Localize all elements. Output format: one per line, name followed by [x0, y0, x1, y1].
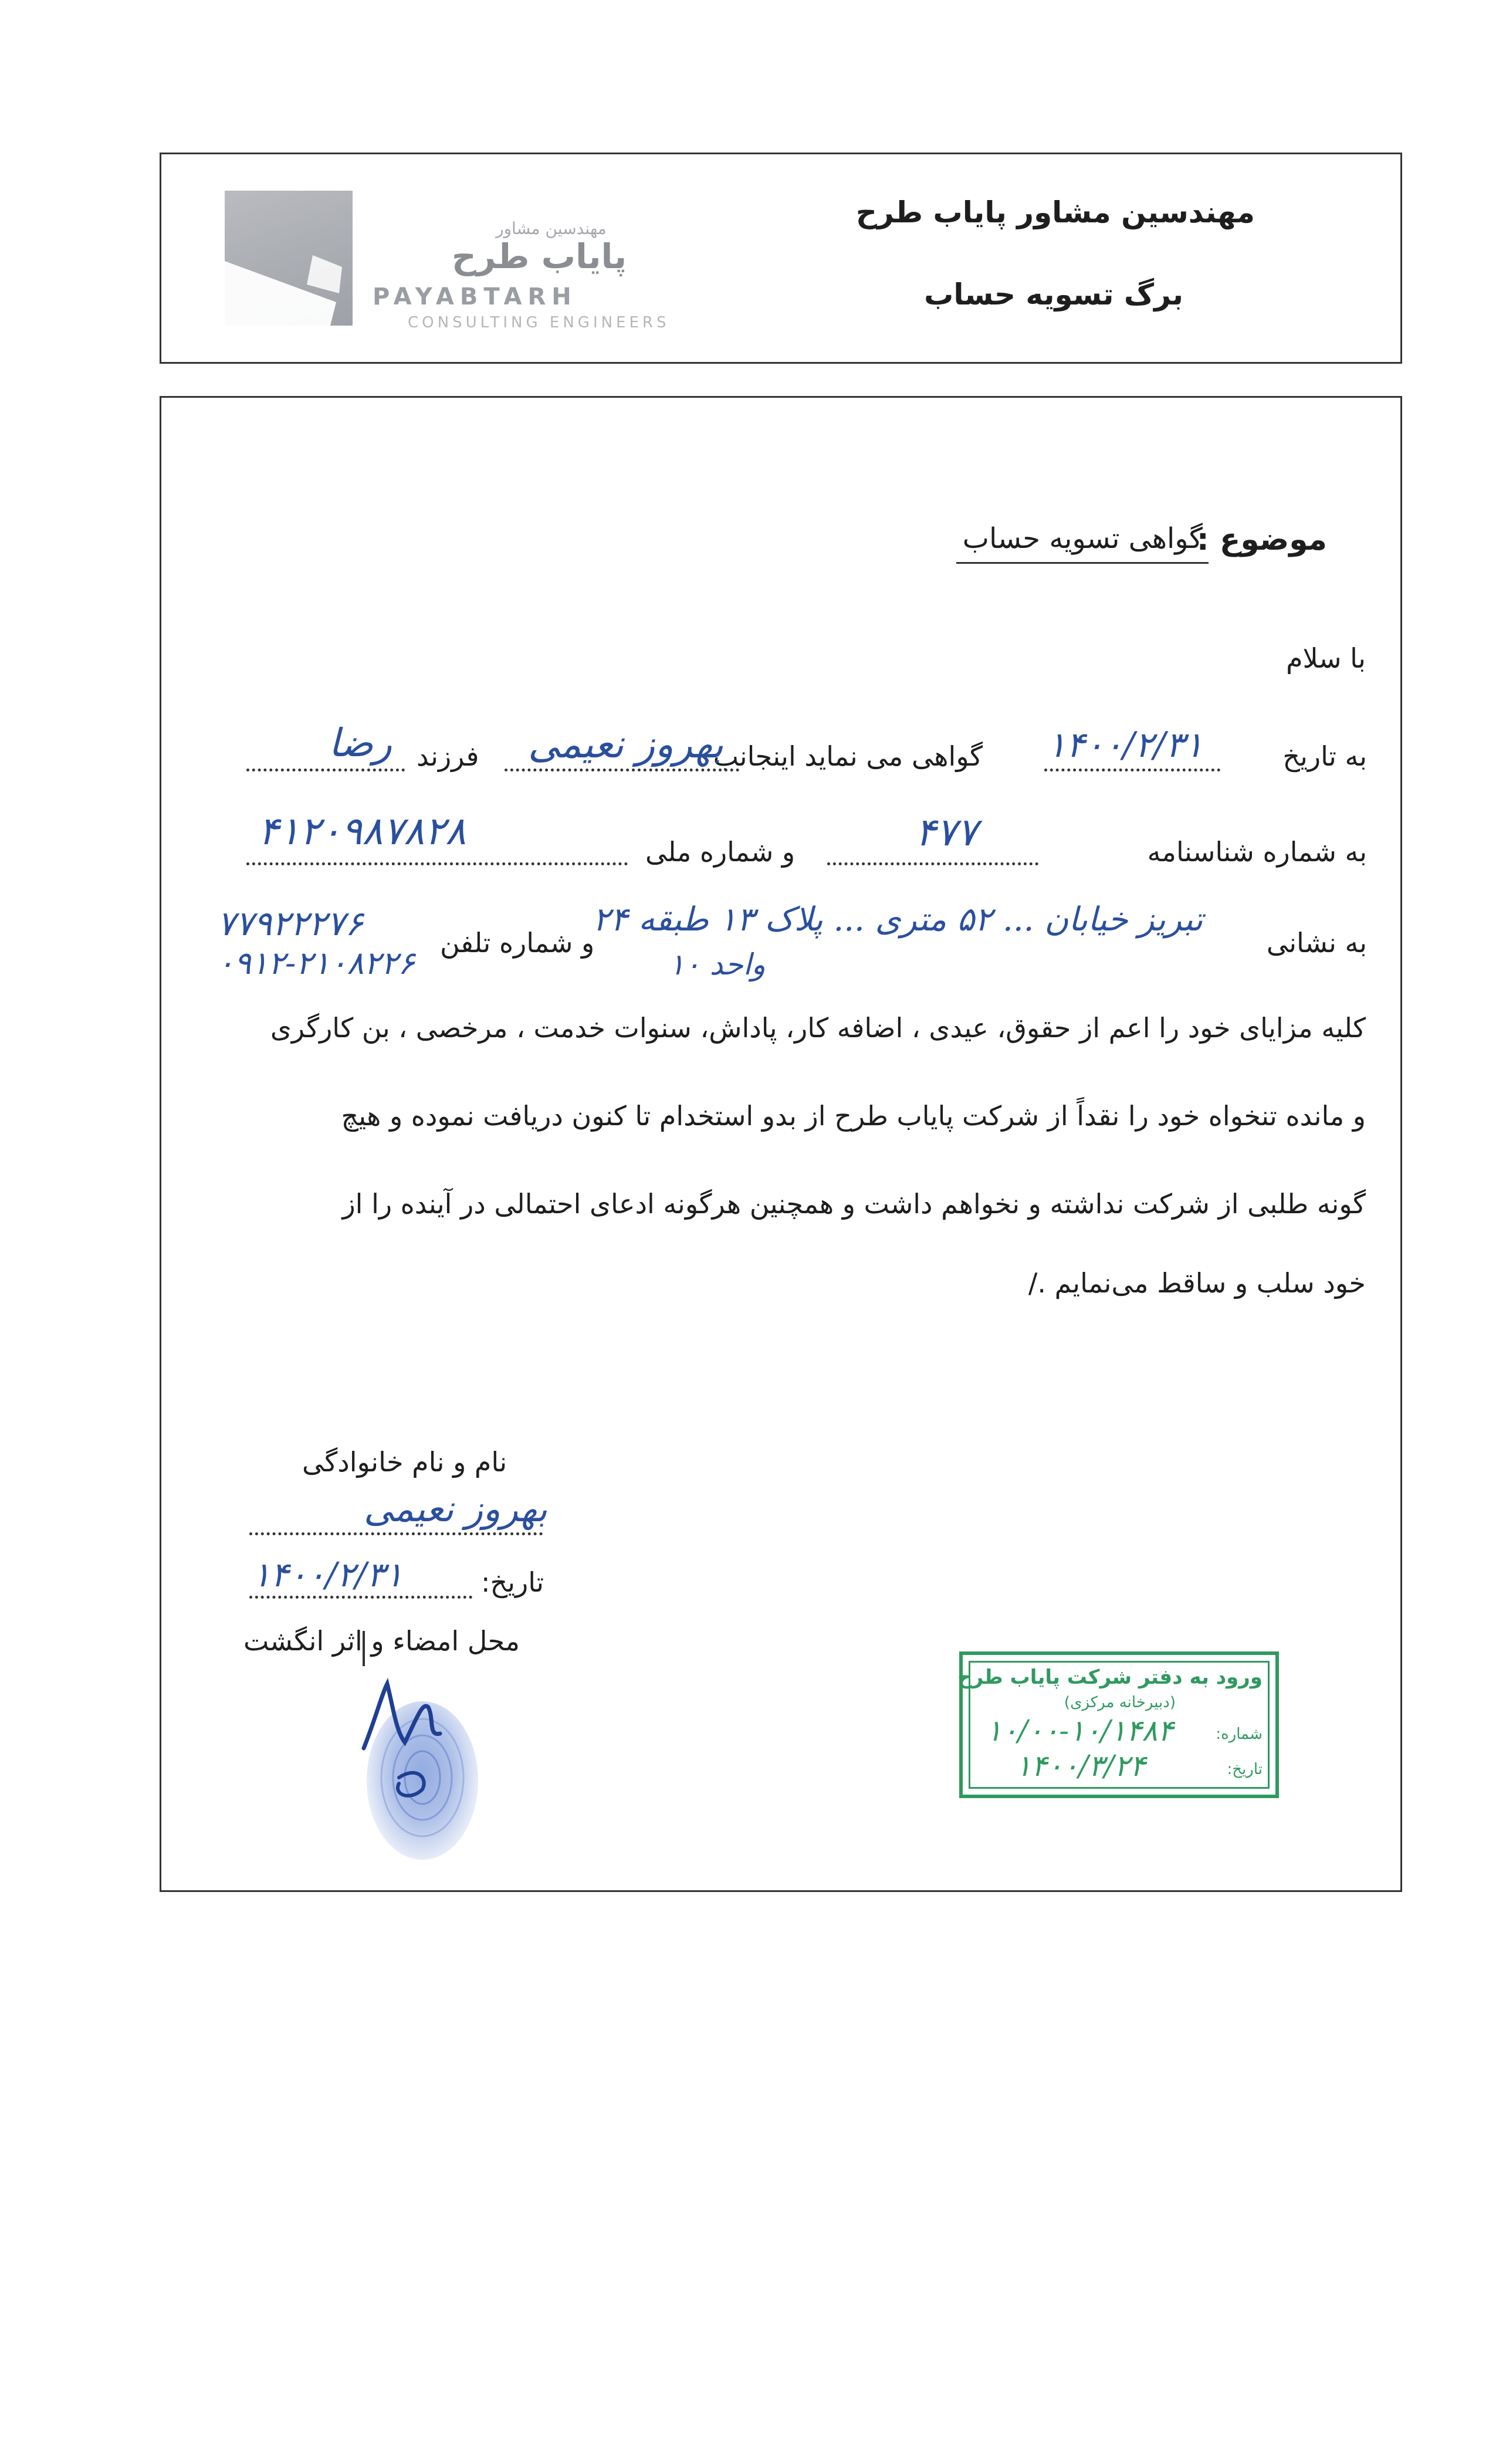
logo-fa-name: پایاب طرح	[452, 236, 627, 276]
handwritten-signature	[340, 1631, 493, 1807]
body-line-4: خود سلب و ساقط می‌نمایم ./	[1028, 1267, 1366, 1299]
logo-en-name: PAYABTARH	[373, 283, 577, 310]
body-line-3: گونه طلبی از شرکت نداشته و نخواهم داشت و همچنین هرگونه ادعای احتمالی در آینده را از	[342, 1188, 1366, 1220]
line3-phone-label: و شماره تلفن	[440, 927, 595, 959]
sig-name-dots	[249, 1532, 543, 1535]
stamp-title: ورود به دفتر شرکت پایاب طرح	[957, 1666, 1263, 1689]
logo-mark-icon	[225, 191, 353, 326]
office-stamp	[959, 1651, 1279, 1798]
line1-father-dots	[246, 769, 405, 771]
sig-date-label: تاریخ:	[481, 1566, 544, 1598]
line1-father-hand: رضا	[329, 720, 392, 766]
header-box	[160, 153, 1402, 364]
body-line-1: کلیه مزایای خود را اعم از حقوق، عیدی ، اضافه کار، پاداش، سنوات خدمت ، مرخصی ، بن کارگری	[270, 1012, 1366, 1044]
sig-name-label: نام و نام خانوادگی	[302, 1446, 507, 1478]
line2-id-hand: ۴۷۷	[915, 810, 978, 855]
stamp-subtitle: (دبیرخانه مرکزی)	[1064, 1694, 1176, 1711]
logo-fa-small: مهندسین مشاور	[496, 219, 607, 238]
line1-date-dots	[1044, 769, 1220, 771]
line2-national-hand: ۴۱۲۰۹۸۷۸۲۸	[258, 808, 466, 854]
subject-value: گواهی تسویه حساب	[962, 522, 1203, 555]
sig-sign-label: محل امضاء و اثر انگشت	[243, 1625, 520, 1657]
company-name: مهندسین مشاور پایاب طرح	[855, 195, 1255, 229]
line3-address-hand: تبریز خیابان ... ۵۲ متری ... پلاک ۱۳ طبقه ۲۴	[593, 901, 1203, 939]
line2-prefix: به شماره شناسنامه	[1147, 836, 1367, 868]
line1-name-hand: بهروز نعیمی	[528, 722, 724, 767]
line1-suffix: فرزند	[417, 740, 479, 772]
line3-prefix: به نشانی	[1266, 927, 1367, 959]
line1-date-hand: ۱۴۰۰/۲/۳۱	[1047, 725, 1204, 766]
greeting: با سلام	[1286, 642, 1366, 674]
line2-id-dots	[827, 862, 1038, 865]
sig-date-hand: ۱۴۰۰/۲/۳۱	[252, 1555, 404, 1595]
body-line-2: و مانده تنخواه خود را نقداً از شرکت پایاب طرح از بدو استخدام تا کنون دریافت نموده و هیچ	[341, 1100, 1366, 1132]
line1-mid: گواهی می نماید اینجانب	[713, 740, 983, 772]
line1-name-dots	[505, 769, 739, 771]
line2-mid: و شماره ملی	[645, 836, 796, 868]
line2-national-dots	[246, 862, 628, 865]
stamp-date-label: تاریخ:	[1227, 1761, 1263, 1778]
line3-address-hand2: واحد ۱۰	[669, 947, 766, 981]
form-title: برگ تسویه حساب	[924, 277, 1183, 312]
subject-underline	[956, 562, 1209, 564]
stamp-number-hand: ۱۰/۰۰-۱۰/۱۴۸۴	[986, 1714, 1174, 1748]
line3-phone-hand1: ۷۷۹۲۲۲۷۶	[217, 903, 364, 943]
sig-date-dots	[249, 1596, 472, 1599]
stamp-date-hand: ۱۴۰۰/۳/۲۴	[1016, 1749, 1146, 1783]
line1-prefix: به تاریخ	[1282, 740, 1367, 772]
subject-label: موضوع :	[1196, 522, 1327, 557]
stamp-number-label: شماره:	[1216, 1725, 1263, 1743]
line3-phone-hand2: ۰۹۱۲-۲۱۰۸۲۲۶	[217, 945, 415, 981]
sig-name-hand: بهروز نعیمی	[364, 1487, 548, 1530]
logo-en-sub: CONSULTING ENGINEERS	[408, 314, 670, 331]
